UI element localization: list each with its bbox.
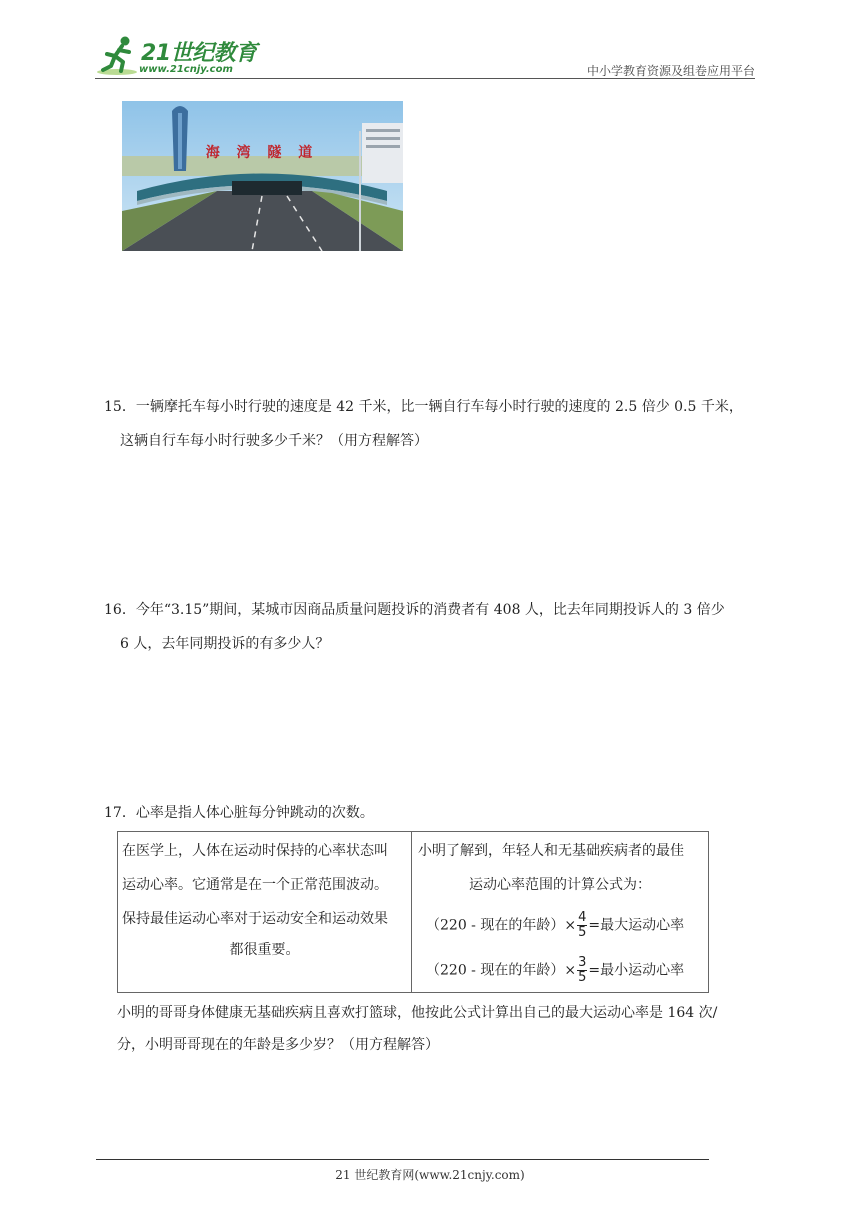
question-16-line1: 16．今年“3.15”期间，某城市因商品质量问题投诉的消费者有 408 人，比去年同期投诉人的 3 倍少 <box>104 602 725 618</box>
fraction-numerator: 4 <box>578 910 587 925</box>
tunnel-sign: 海 湾 隧 道 <box>205 145 319 161</box>
formula-suffix: =最大运动心率 <box>588 917 685 934</box>
logo-brand-text: 21世纪教育 <box>141 41 257 66</box>
site-logo[interactable] <box>95 34 265 78</box>
question-16-line2: 6 人，去年同期投诉的有多少人？ <box>120 636 330 652</box>
site-name: 中小学教育资源及组卷应用平台 <box>586 64 755 78</box>
fraction <box>577 911 587 940</box>
formula-prefix: （220 - 现在的年龄）× <box>426 917 577 934</box>
question-17-body-line2: 分，小明哥哥现在的年龄是多少岁？（用方程解答） <box>117 1037 439 1053</box>
left-cell-line: 都很重要。 <box>229 942 300 958</box>
table-divider <box>411 832 412 992</box>
left-cell-line: 在医学上，人体在运动时保持的心率状态叫 <box>122 843 388 859</box>
page-header <box>95 30 755 80</box>
fraction <box>577 956 587 985</box>
question-17-body-line1: 小明的哥哥身体健康无基础疾病且喜欢打篮球，他按此公式计算出自己的最大运动心率是 164 次/ <box>117 1005 718 1021</box>
left-cell-line: 运动心率。它通常是在一个正常范围波动。 <box>122 877 388 893</box>
runner-icon <box>95 34 143 78</box>
question-17-intro: 17．心率是指人体心脏每分钟跳动的次数。 <box>104 805 374 821</box>
formula-prefix: （220 - 现在的年龄）× <box>426 962 577 979</box>
formula-suffix: =最小运动心率 <box>588 962 685 979</box>
tunnel-photo <box>122 101 403 251</box>
footer-divider <box>96 1159 709 1160</box>
max-heart-rate-formula <box>426 911 684 940</box>
right-cell-line: 小明了解到，年轻人和无基础疾病者的最佳 <box>418 843 684 859</box>
question-15-line1: 15．一辆摩托车每小时行驶的速度是 42 千米，比一辆自行车每小时行驶的速度的 2.5 倍少 0.5 千米， <box>104 399 743 415</box>
logo-url-text: www.21cnjy.com <box>139 64 233 75</box>
question-15-line2: 这辆自行车每小时行驶多少千米？（用方程解答） <box>120 433 428 449</box>
min-heart-rate-formula <box>426 956 684 985</box>
fraction-numerator: 3 <box>578 955 587 970</box>
footer-text[interactable]: 21 世纪教育网(www.21cnjy.com) <box>335 1168 525 1182</box>
header-divider <box>95 78 755 79</box>
left-cell-line: 保持最佳运动心率对于运动安全和运动效果 <box>122 911 388 927</box>
fraction-denominator: 5 <box>578 925 587 940</box>
heart-rate-table <box>117 831 709 993</box>
right-cell-line: 运动心率范围的计算公式为： <box>469 877 651 893</box>
fraction-denominator: 5 <box>578 970 587 985</box>
